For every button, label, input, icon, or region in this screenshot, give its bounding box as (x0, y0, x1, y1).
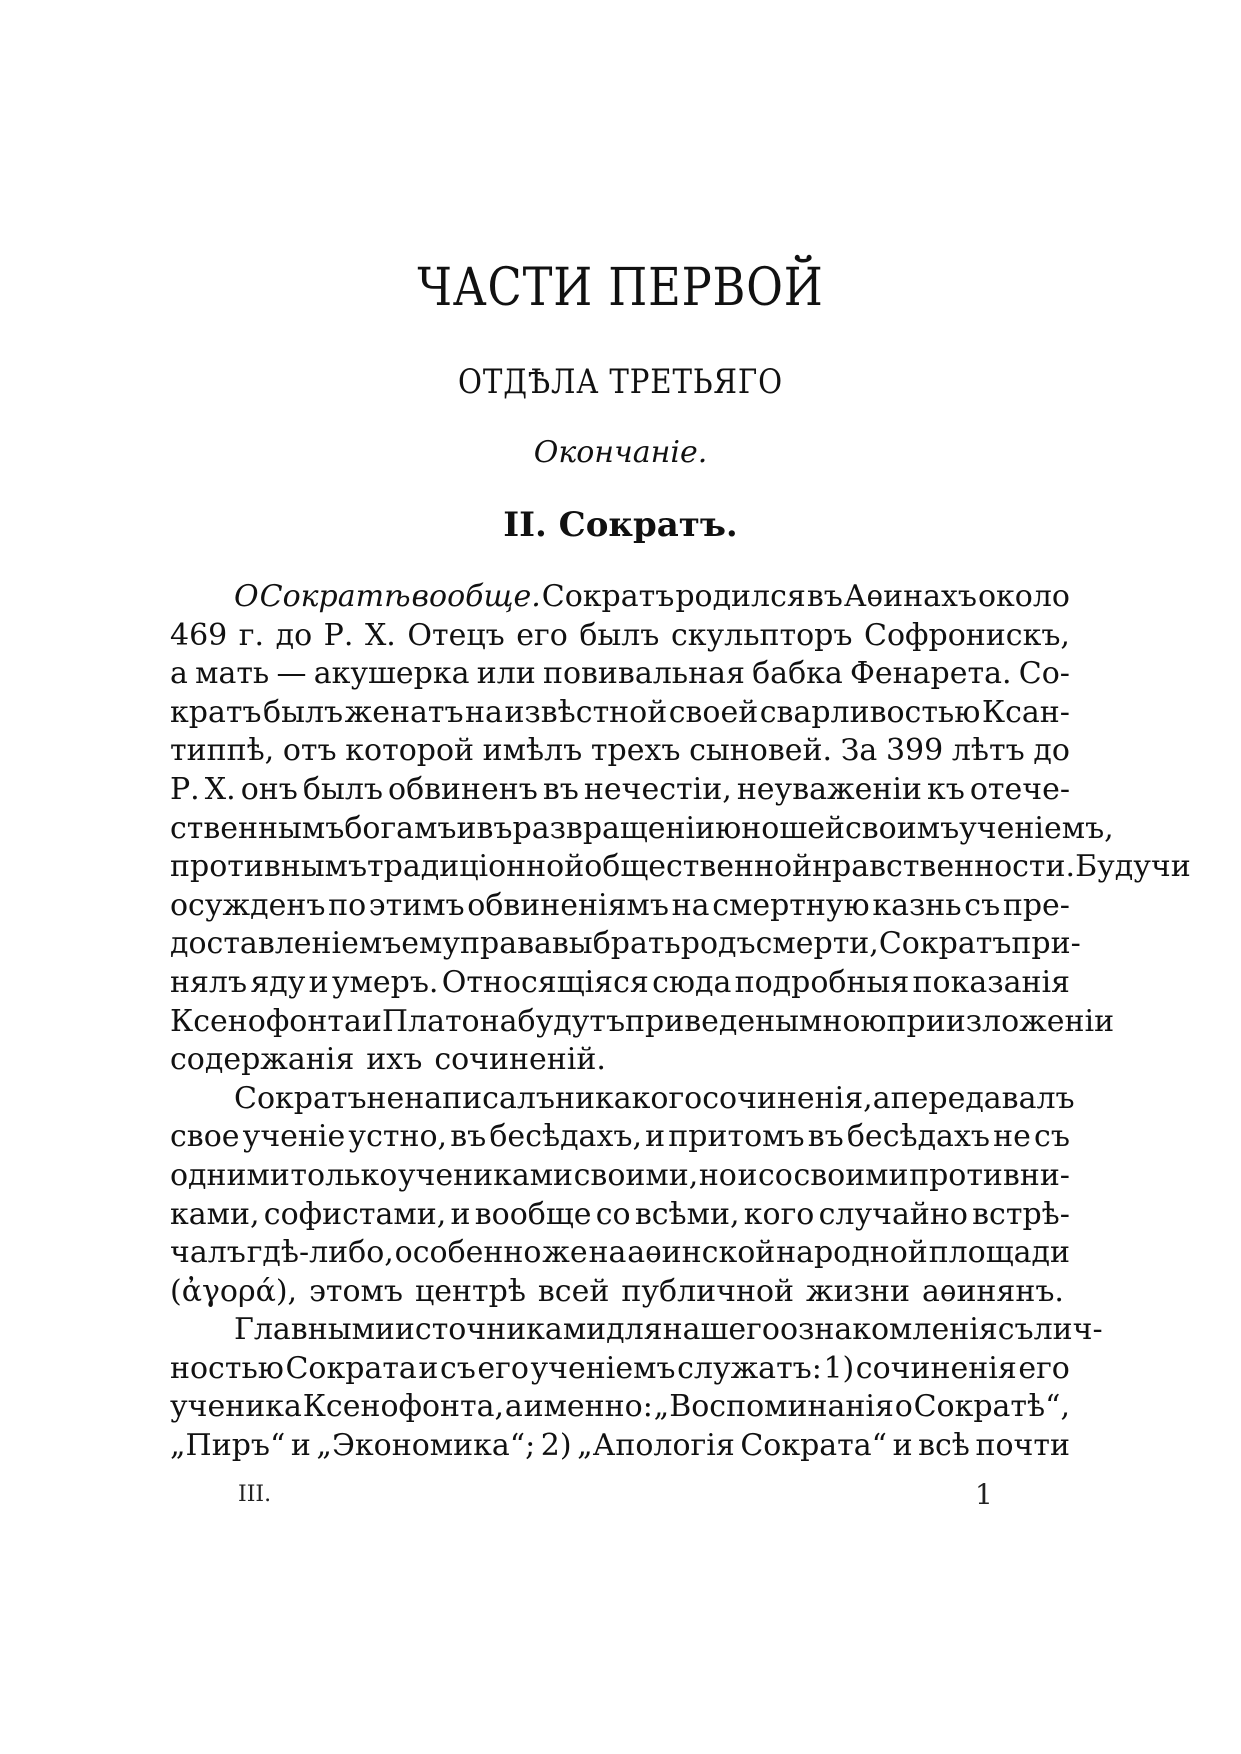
word: 469 (170, 617, 228, 653)
word: съ (964, 887, 1001, 923)
word: въ (476, 810, 513, 846)
word: имѣлъ (482, 733, 583, 769)
word: кратъ (170, 694, 262, 730)
word: нечестіи, (583, 771, 732, 807)
word: и (308, 964, 329, 1000)
word: „Экономика“; (316, 1428, 536, 1464)
word: извѣстной (504, 694, 668, 730)
word: служатъ: (677, 1350, 822, 1386)
word: а (872, 1080, 891, 1116)
signature-mark: III. (238, 1482, 272, 1507)
text-line (170, 732, 1070, 771)
word: для (606, 1312, 663, 1348)
word: За (840, 733, 878, 769)
word: акушерка (313, 656, 470, 692)
word: сюда (652, 964, 732, 1000)
word: его (1018, 1350, 1070, 1386)
text-line (170, 1041, 1070, 1080)
word: онъ (240, 771, 298, 807)
word: ученика (170, 1389, 302, 1425)
word: Р. (170, 771, 200, 807)
word: сочиненія (855, 1350, 1017, 1386)
word: содержанія (170, 1042, 355, 1078)
italic-lead-word: Сократѣ (259, 579, 411, 614)
word: своими (793, 1157, 909, 1193)
word: почти (975, 1428, 1070, 1464)
word: Сократа“ (740, 1428, 888, 1464)
word: но (698, 1157, 737, 1193)
word: смерти, (755, 926, 879, 962)
word: былъ (263, 694, 344, 730)
word: мать (195, 656, 270, 692)
word: Платона (381, 1003, 518, 1039)
text-line (170, 617, 1070, 656)
word: доставленіемъ (170, 926, 402, 962)
word: Х. (204, 771, 236, 807)
word: въ (807, 1119, 844, 1155)
word: 2) (540, 1428, 572, 1464)
body-text (170, 578, 1191, 1466)
word: 1) (823, 1350, 855, 1386)
word: не (993, 1119, 1031, 1155)
word: жизни (806, 1273, 910, 1309)
word: женатъ (344, 694, 464, 730)
word: выбрать (551, 926, 681, 962)
word: въ (542, 771, 579, 807)
text-line (170, 925, 1081, 964)
italic-lead-word: О (234, 579, 259, 614)
word: учениками (397, 1157, 574, 1193)
text-line (170, 1003, 1115, 1042)
page-number: 1 (975, 1478, 993, 1511)
word: Относящіяся (441, 964, 649, 1000)
word: яду (250, 964, 306, 1000)
word: по (328, 887, 367, 923)
word: при (886, 1003, 946, 1039)
word: своими, (573, 1157, 699, 1193)
word: типпѣ, (170, 733, 275, 769)
continuation-label: Окончаніе. (533, 435, 708, 470)
word: и (737, 1157, 758, 1193)
word: которой (345, 733, 475, 769)
word: и (645, 1119, 666, 1155)
word: Сократъ (541, 579, 675, 614)
word: своимъ (844, 810, 960, 846)
word: Сократа (285, 1350, 417, 1386)
word: и (456, 810, 477, 846)
word: — (276, 656, 307, 692)
word: Главными (234, 1312, 395, 1348)
word: и (290, 1428, 311, 1464)
word: смертную (712, 887, 870, 923)
word: площади (928, 1235, 1070, 1271)
text-line (170, 655, 1070, 694)
word: вообще (474, 1196, 592, 1232)
word: отече- (969, 771, 1070, 807)
word: этимъ (368, 887, 465, 923)
word: аѳинской (627, 1235, 776, 1271)
text-line (170, 1234, 1070, 1273)
word: а (504, 1389, 523, 1425)
word: центрѣ (414, 1273, 526, 1309)
word: при- (1011, 926, 1081, 962)
word: или (476, 656, 536, 692)
word: притомъ (668, 1119, 805, 1155)
word: аѳинянъ. (921, 1273, 1064, 1309)
word: чалъ (170, 1235, 246, 1271)
word: пре- (1002, 887, 1070, 923)
word: родился (675, 579, 806, 614)
word: въ (806, 579, 843, 614)
word: публичной (621, 1273, 795, 1309)
word: въ (450, 1119, 487, 1155)
word: съ (439, 1350, 476, 1386)
text-line (170, 887, 1070, 926)
text-line (170, 964, 1070, 1003)
word: нравственности. (812, 849, 1076, 885)
word: развращеніи (512, 810, 716, 846)
word: своей (668, 694, 759, 730)
word: Ксан- (981, 694, 1070, 730)
word: Отецъ (407, 617, 505, 653)
word: сочиненій. (434, 1042, 606, 1078)
word: именно: (523, 1389, 653, 1425)
word: ученіе (242, 1119, 346, 1155)
word: съ (997, 1312, 1034, 1348)
word: никакого (555, 1080, 703, 1116)
word: Фенарета. (850, 656, 1012, 692)
word: Х. (364, 617, 396, 653)
word: на (671, 887, 710, 923)
text-line (170, 694, 1070, 733)
word: всѣ (918, 1428, 970, 1464)
section-title: ОТДѢЛА ТРЕТЬЯГО (458, 362, 783, 402)
word: бесѣдахъ, (489, 1119, 642, 1155)
word: источниками (394, 1312, 607, 1348)
word: и (361, 1003, 382, 1039)
word: противни- (909, 1157, 1070, 1193)
word: обвиненіямъ (467, 887, 669, 923)
word: же (542, 1235, 588, 1271)
word: Сократъ (234, 1080, 367, 1116)
word: до (275, 617, 313, 653)
word: и (450, 1196, 471, 1232)
word: о (894, 1389, 913, 1425)
word: Р. (323, 617, 354, 653)
text-line (170, 1273, 1070, 1312)
text-line (170, 810, 1114, 849)
text-line (170, 578, 1070, 617)
word: неуваженіи (736, 771, 922, 807)
word: ками, (170, 1196, 260, 1232)
word: мною (798, 1003, 887, 1039)
text-line (170, 1311, 1103, 1350)
word: лѣтъ (951, 733, 1025, 769)
word: нашего (662, 1312, 780, 1348)
word: 399 (885, 733, 944, 769)
text-line (170, 848, 1191, 887)
word: Ксенофонта (170, 1003, 362, 1039)
word: „Пиръ“ (170, 1428, 286, 1464)
word: устно, (348, 1119, 448, 1155)
word: написалъ (404, 1080, 555, 1116)
word: повивальная (542, 656, 745, 692)
word: Софронискъ, (864, 617, 1070, 653)
word: будутъ (517, 1003, 626, 1039)
word: отъ (282, 733, 337, 769)
word: традиціонной (367, 849, 585, 885)
word: къ (926, 771, 965, 807)
word: Сократѣ“, (913, 1389, 1070, 1425)
word: умеръ. (331, 964, 439, 1000)
word: съ (1034, 1119, 1070, 1155)
word: только (290, 1157, 398, 1193)
word: родъ (680, 926, 756, 962)
word: Аѳинахъ (843, 579, 977, 614)
word: ученіемъ (530, 1350, 676, 1386)
word: сварливостью (759, 694, 981, 730)
text-line (170, 1388, 1070, 1427)
word: около (978, 579, 1070, 614)
text-line (170, 1196, 1070, 1235)
word: ученіемъ, (959, 810, 1114, 846)
word: „Апологія (577, 1428, 735, 1464)
word: осужденъ (170, 887, 326, 923)
word: кого (743, 1196, 815, 1232)
word: „Воспоминанія (653, 1389, 894, 1425)
word: былъ (302, 771, 383, 807)
word: его (477, 1350, 529, 1386)
word: богамъ (344, 810, 457, 846)
word: (ἀγορά), (170, 1273, 298, 1309)
word: всей (537, 1273, 610, 1309)
italic-lead-word: вообще. (411, 579, 541, 614)
word: подробныя (734, 964, 910, 1000)
word: противнымъ (170, 849, 368, 885)
word: Со- (1018, 656, 1070, 692)
text-line (170, 1118, 1070, 1157)
word: всѣми, (634, 1196, 740, 1232)
text-line (170, 771, 1070, 810)
text-line (170, 1350, 1070, 1389)
word: а (170, 656, 188, 692)
word: ему (401, 926, 461, 962)
word: софистами, (263, 1196, 447, 1232)
word: со (758, 1157, 793, 1193)
word: и (892, 1428, 913, 1464)
word: случайно (818, 1196, 968, 1232)
word: со (595, 1196, 631, 1232)
word: бесѣдахъ (846, 1119, 990, 1155)
word: ностью (170, 1350, 284, 1386)
word: до (1033, 733, 1070, 769)
word: скульпторъ (670, 617, 853, 653)
word: бабка (752, 656, 843, 692)
word: его (516, 617, 568, 653)
word: права (460, 926, 552, 962)
word: изложеніи (945, 1003, 1115, 1039)
word: обвиненъ (388, 771, 538, 807)
word: одними (170, 1157, 290, 1193)
word: свое (170, 1119, 240, 1155)
word: показанія (912, 964, 1070, 1000)
word: не (366, 1080, 405, 1116)
part-title: ЧАСТИ ПЕРВОЙ (417, 258, 824, 318)
word: г. (238, 617, 265, 653)
word: на (465, 694, 503, 730)
word: ственнымъ (170, 810, 345, 846)
word: Сократъ (878, 926, 1012, 962)
word: трехъ (590, 733, 681, 769)
text-line (170, 1157, 1070, 1196)
text-line (170, 1080, 1075, 1119)
word: встрѣ- (972, 1196, 1070, 1232)
word: на (588, 1235, 627, 1271)
word: ознакомленія (779, 1312, 998, 1348)
word: и (418, 1350, 439, 1386)
word: ихъ (366, 1042, 423, 1078)
word: сочиненія, (702, 1080, 873, 1116)
word: Ксенофонта, (302, 1389, 505, 1425)
word: особенно (394, 1235, 542, 1271)
word: сыновей. (689, 733, 833, 769)
word: Будучи (1075, 849, 1191, 885)
word: этомъ (309, 1273, 403, 1309)
word: казнь (872, 887, 962, 923)
word: приведены (625, 1003, 799, 1039)
word: передавалъ (890, 1080, 1075, 1116)
word: гдѣ-либо, (246, 1235, 394, 1271)
text-line (170, 1427, 1070, 1466)
word: народной (776, 1235, 928, 1271)
word: нялъ (170, 964, 248, 1000)
word: лич- (1033, 1312, 1103, 1348)
word: общественной (584, 849, 813, 885)
chapter-title: II. Сократъ. (503, 505, 738, 545)
word: юношей (715, 810, 845, 846)
word: былъ (579, 617, 660, 653)
